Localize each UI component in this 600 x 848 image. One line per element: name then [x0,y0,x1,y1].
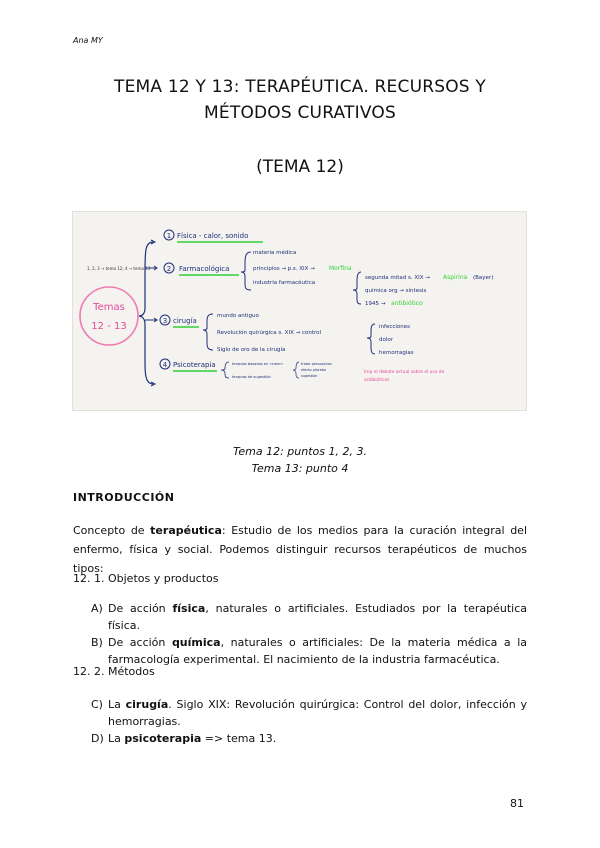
map-branch1: Física - calor, sonido [177,232,249,240]
map-b2-item2: principios → p.s. XIX → [253,266,315,272]
list-item-letter: B) [91,636,103,649]
map-b3-item1: mundo antiguo [217,313,259,319]
map-b2-sub1-tail: (Bayer) [473,275,494,281]
map-b2-sub1: segunda mitad s. XIX → [365,275,430,281]
figure-caption-1: Tema 12: puntos 1, 2, 3. [233,445,367,458]
list-item-text: La psicoterapia => tema 13. [108,732,277,745]
map-b4-note1: tratar persuasivas [301,362,332,366]
map-b3-item2: Revolución quirúrgica s. XIX → control [217,330,322,336]
map-brace [293,362,299,378]
map-center-label: Temas [93,302,125,313]
map-branch4: Psicoterapia [173,361,216,369]
map-brace [353,272,361,304]
list-item [91,600,527,634]
map-b2-item2-green: Morfina [329,265,352,272]
map-b2-sub3-green: antibiótico [391,300,423,307]
list-item [91,634,527,668]
list-item-letter: C) [91,698,103,711]
list-methods [91,696,527,747]
list-objects-products [91,600,527,668]
map-num-2-text: 2 [166,265,172,273]
map-num-4-text: 4 [162,361,168,369]
map-arrow [145,318,157,322]
map-b3-sub1: infecciones [379,324,411,330]
intro-prefix: Concepto de [73,524,151,537]
list-item-text: De acción física, naturales o artificiales. Estudiados por la terapéutica física. [108,602,528,632]
page-title-line1: TEMA 12 Y 13: TERAPÉUTICA. RECURSOS Y [114,77,486,97]
subsection-heading-2: 12. 2. Métodos [73,665,155,678]
map-center-circle [80,287,138,345]
intro-paragraph [73,521,527,578]
list-item-letter: D) [91,732,104,745]
map-b3-sub3: hemorragias [379,350,414,356]
map-b4-item2: terapias de sugestión [232,375,271,379]
figure-caption-2: Tema 13: punto 4 [251,462,349,475]
map-b4-note2: efecto placebo [301,368,327,372]
map-brace [241,252,251,290]
concept-map-drawing [73,212,528,412]
map-num-3-text: 3 [162,317,168,325]
map-branch2: Farmacológica [179,265,230,273]
map-b2-sub2: química org → síntesis [365,288,427,294]
map-num-1-text: 1 [166,232,172,240]
concept-map-image [72,211,527,411]
map-b3-sub2: dolor [379,337,394,343]
map-pink-note-line2: antibióticos [364,378,390,383]
list-item-text: La cirugía. Siglo XIX: Revolución quirúrgica: Control del dolor, infección y hemorragias. [108,698,527,728]
page-number: 81 [510,797,524,810]
map-legend: 1, 2, 3 → tema 12; 4 → tema 13 [87,266,151,271]
map-b4-note3: sugestión [301,374,318,378]
list-item-text: De acción química, naturales o artificiales: De la materia médica a la farmacología experimental. El nacimiento de la industria farmacéutica. [108,636,527,666]
map-main-brace [139,242,153,384]
map-b2-sub1-green: Aspirina [443,274,468,281]
map-b2-sub3: 1945 → [365,301,386,307]
page-subtitle: (TEMA 12) [256,157,344,177]
list-item [91,696,527,730]
map-b3-item3: Siglo de oro de la cirugía [217,347,286,353]
page-title-line2: MÉTODOS CURATIVOS [204,103,396,123]
map-brace [221,362,229,378]
list-item-letter: A) [91,602,103,615]
map-brace [203,314,213,350]
map-b4-item1: terapias basadas en «creer» [232,362,284,366]
map-b2-item1: materia médica [253,250,297,256]
subsection-heading-1: 12. 1. Objetos y productos [73,572,219,585]
map-pink-note-line1: Imp el debate actual sobre el uso de [364,370,445,375]
list-item [91,730,527,747]
author-header: Ana MY [73,36,103,45]
map-branch3: cirugía [173,317,197,325]
map-center-sublabel: 12 - 13 [91,321,127,332]
section-heading: INTRODUCCIÓN [73,491,175,504]
intro-rest: : Estudio de los medios para la curación integral del enfermo, física y social. Podemos distinguir recursos terapéuticos de muchos tipos: [73,524,528,575]
map-b2-item3: industria farmacéutica [253,280,316,286]
map-brace [367,324,375,354]
intro-bold-term: terapéutica [150,524,222,537]
